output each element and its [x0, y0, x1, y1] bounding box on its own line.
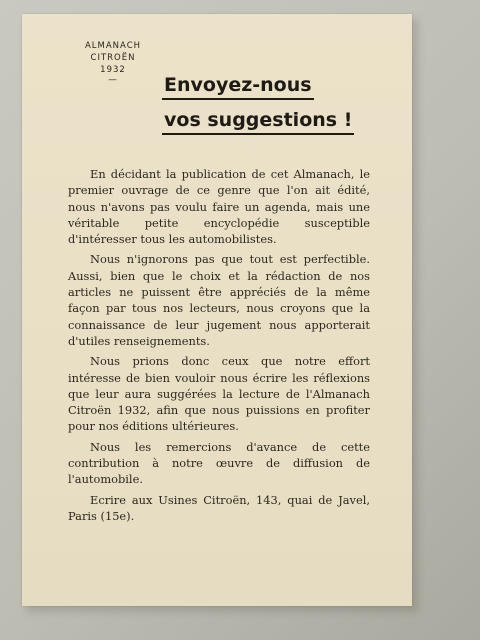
body-text	[68, 166, 370, 528]
headline-line-1: Envoyez-nous	[162, 74, 314, 100]
paragraph-thanks: Nous les remercions d'avance de cette contribution à notre œuvre de diffusion de l'automobile.	[68, 439, 370, 487]
paragraph-request: Nous prions donc ceux que notre effort intéresse de bien vouloir nous écrire les réflexions que leur aura suggérées la lecture de l'Almanach Citroën 1932, afin que nous puissions en profiter pour nos éditions ultérieures.	[68, 354, 370, 434]
headline-line-2: vos suggestions !	[162, 109, 354, 135]
almanach-year: 1932	[100, 65, 126, 75]
almanach-header	[72, 40, 154, 84]
paragraph-intro: En décidant la publication de cet Almanach, le premier ouvrage de ce genre que l'on ait édité, nous n'avons pas voulu faire un agenda, mais une véritable petite encyclopédie susceptible d'intéresser tous les automobilistes.	[68, 167, 370, 247]
almanach-brand: CITROËN	[90, 53, 136, 63]
almanach-title: ALMANACH	[84, 41, 142, 51]
paragraph-perfectible: Nous n'ignorons pas que tout est perfectible. Aussi, bien que le choix et la rédaction de nos articles ne puissent être appréciés de la même façon par tous nos lecteurs, nous croyons que la connaissance de leur jugement nous apporterait d'utiles renseignements.	[68, 252, 370, 348]
headline	[162, 74, 372, 144]
almanach-dash: —	[108, 75, 118, 85]
document-page	[22, 14, 412, 606]
paragraph-address: Ecrire aux Usines Citroën, 143, quai de Javel, Paris (15e).	[68, 492, 370, 523]
